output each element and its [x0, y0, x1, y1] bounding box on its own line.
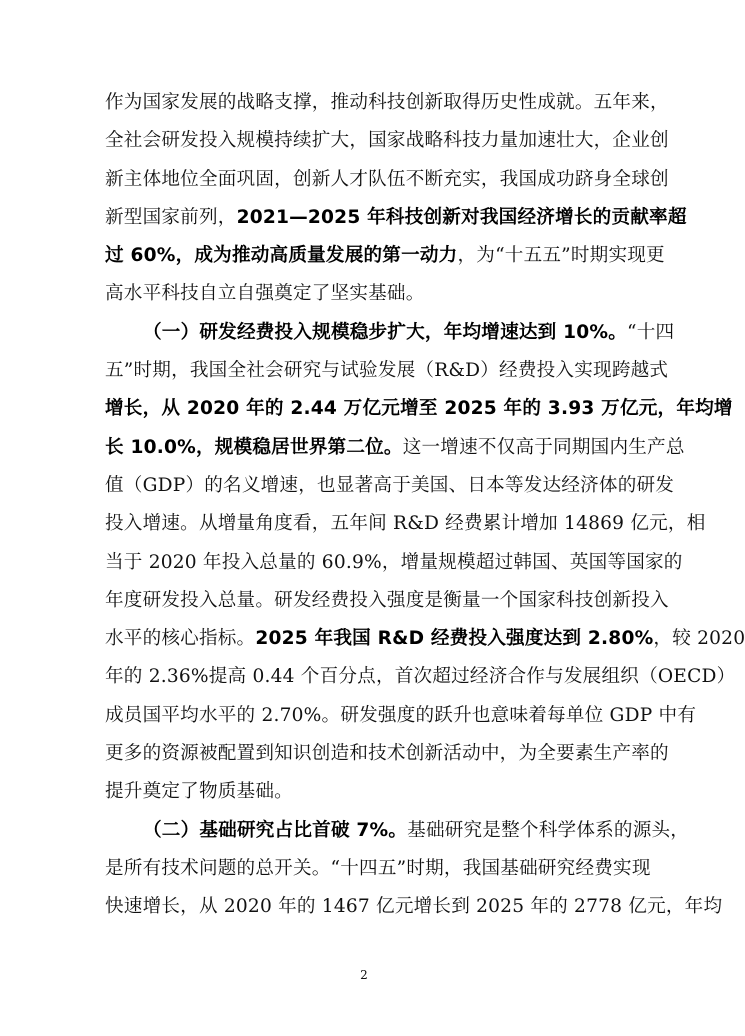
paragraph-rd-funding — [105, 314, 745, 812]
text-line — [105, 84, 669, 122]
page-number: 2 — [360, 968, 368, 982]
body-text: 年度研发投入总量。研发经费投入强度是衡量一个国家科技创新投入 — [105, 589, 669, 611]
bold-text: 长 10.0%，规模稳居世界第二位。 — [105, 436, 403, 458]
body-text: 这一增速不仅高于同期国内生产总 — [402, 436, 685, 458]
text-line — [105, 237, 665, 275]
body-text: 基础研究是整个科学体系的源头， — [407, 819, 690, 841]
bold-text: 2025 年我国 R&D 经费投入强度达到 2.80% — [255, 628, 654, 650]
body-text: 高水平科技自立自强奠定了坚实基础。 — [105, 283, 425, 305]
text-line — [105, 122, 669, 160]
text-line — [105, 429, 685, 467]
body-text: 值（GDP）的名义增速，也显著高于美国、日本等发达经济体的研发 — [105, 474, 675, 496]
body-text: 提升奠定了物质基础。 — [105, 781, 293, 803]
text-line — [105, 620, 745, 658]
body-text: 全社会研发投入规模持续扩大，国家战略科技力量加速壮大，企业创 — [105, 130, 669, 152]
text-line — [105, 658, 736, 696]
body-text: 水平的核心指标。 — [105, 628, 256, 650]
text-line — [105, 697, 697, 735]
text-line — [105, 888, 723, 926]
text-line — [105, 390, 733, 428]
bold-text: 增长，从 2020 年的 2.44 万亿元增至 2025 年的 3.93 万亿元，年均增 — [105, 398, 733, 420]
paragraph-intro-continued — [105, 84, 687, 314]
bold-text: （一）研发经费投入规模稳步扩大，年均增速达到 10%。 — [143, 321, 628, 343]
text-line — [105, 275, 627, 313]
body-text: 成员国平均水平的 2.70%。研发强度的跃升也意味着每单位 GDP 中有 — [105, 704, 697, 726]
body-text: 更多的资源被配置到知识创造和技术创新活动中，为全要素生产率的 — [105, 743, 669, 765]
body-text: 投入增速。从增量角度看，五年间 R&D 经费累计增加 14869 亿元，相 — [105, 513, 706, 535]
body-text: 当于 2020 年投入总量的 60.9%，增量规模超过韩国、英国等国家的 — [105, 551, 683, 573]
body-text: ，为“十五五”时期实现更 — [457, 245, 665, 267]
text-line — [105, 850, 651, 888]
body-text: 是所有技术问题的总开关。“十四五”时期，我国基础研究经费实现 — [105, 857, 651, 879]
text-line — [105, 582, 669, 620]
text-line — [105, 199, 687, 237]
body-text: 快速增长，从 2020 年的 1467 亿元增长到 2025 年的 2778 亿元，年均 — [105, 896, 723, 918]
bold-text: 2021—2025 年科技创新对我国经济增长的贡献率超 — [236, 206, 687, 228]
text-line — [105, 314, 675, 352]
text-line — [105, 735, 669, 773]
body-text: 新主体地位全面巩固，创新人才队伍不断充实，我国成功跻身全球创 — [105, 168, 669, 190]
text-line — [105, 544, 683, 582]
document-body — [105, 84, 745, 927]
text-line — [105, 352, 669, 390]
text-line — [105, 467, 675, 505]
paragraph-basic-research — [105, 812, 723, 927]
text-line — [105, 505, 706, 543]
body-text: 五”时期，我国全社会研究与试验发展（R&D）经费投入实现跨越式 — [105, 360, 669, 382]
body-text: 年的 2.36%提高 0.44 个百分点，首次超过经济合作与发展组织（OECD） — [105, 666, 736, 688]
body-text: 新型国家前列， — [105, 206, 237, 228]
text-line — [105, 812, 690, 850]
text-line — [105, 773, 627, 811]
body-text: ，较 2020 — [653, 628, 745, 650]
bold-text: （二）基础研究占比首破 7%。 — [143, 819, 408, 841]
bold-text: 过 60%，成为推动高质量发展的第一动力 — [105, 245, 458, 267]
body-text: 作为国家发展的战略支撑，推动科技创新取得历史性成就。五年来， — [105, 92, 669, 113]
body-text: “十四 — [627, 321, 675, 343]
text-line — [105, 161, 669, 199]
